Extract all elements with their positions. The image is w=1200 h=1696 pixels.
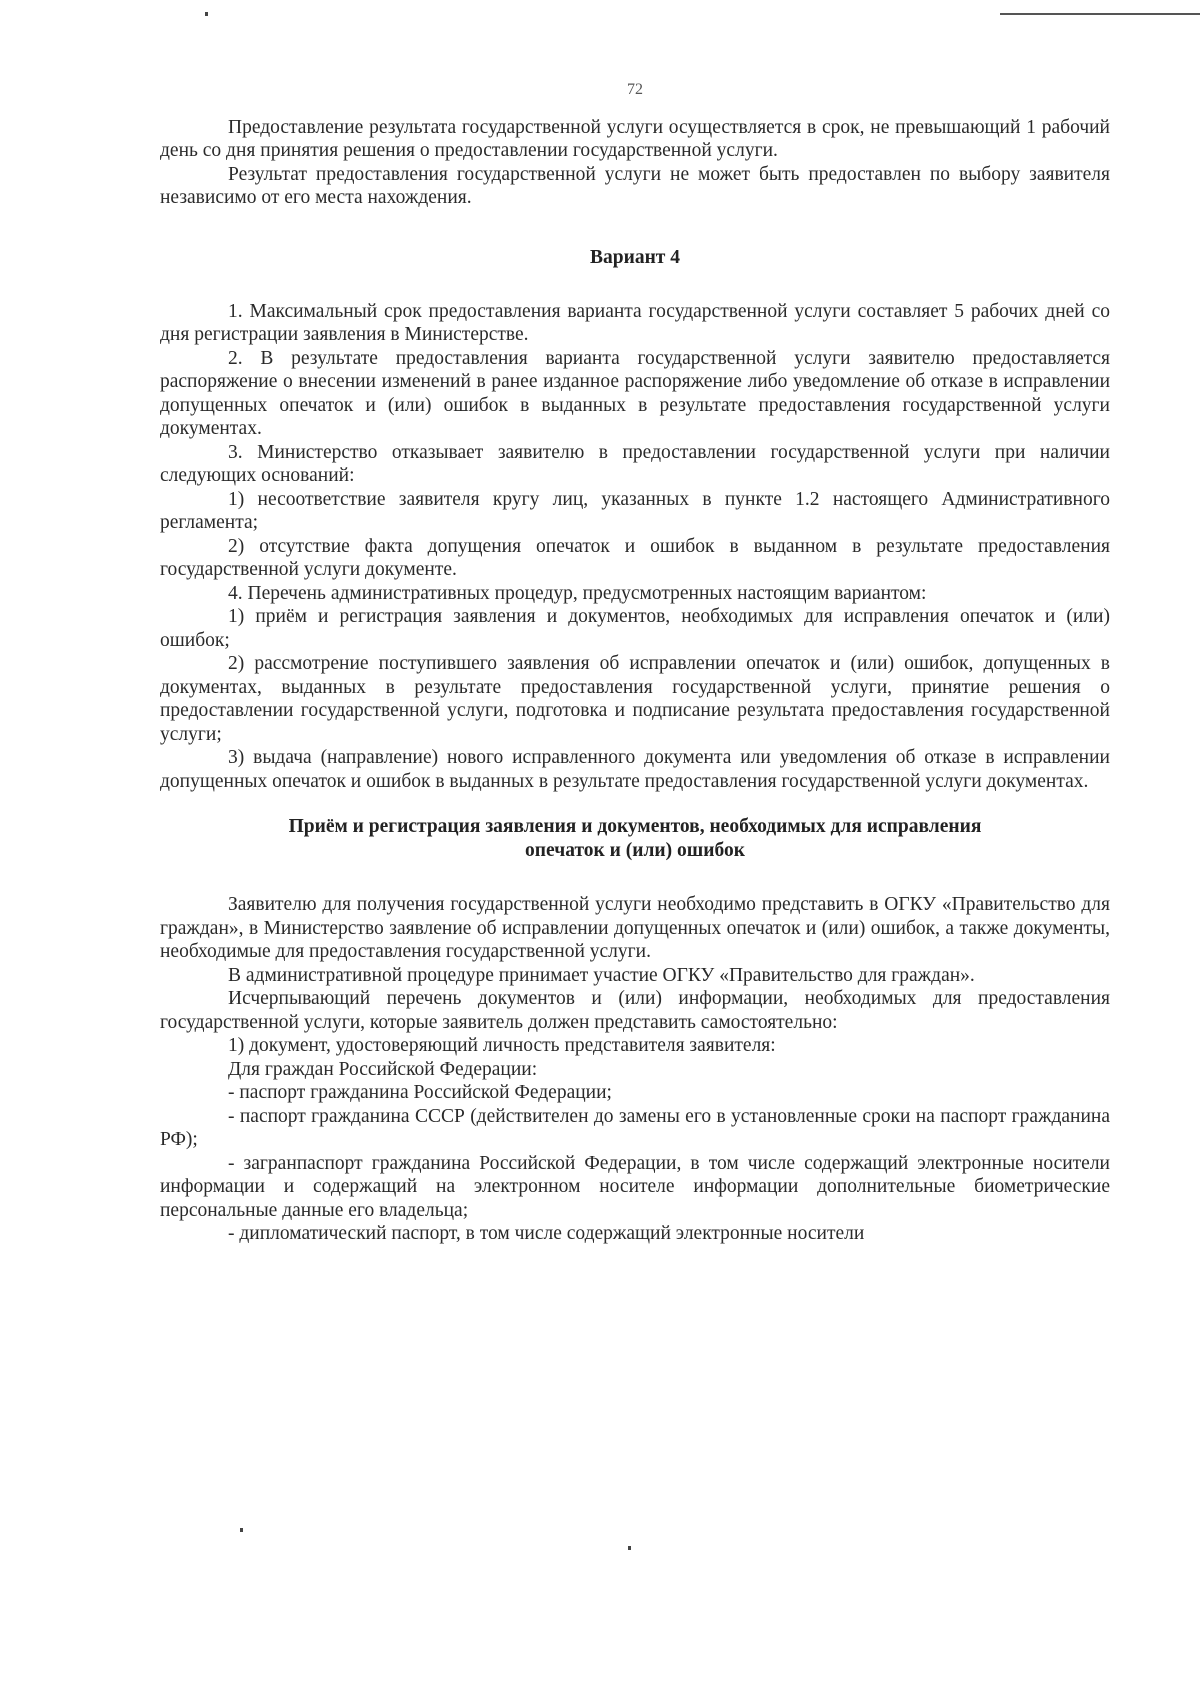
variant-paragraph: 2) отсутствие факта допущения опечаток и ошибок в выданном в результате предоставления государственной услуги документе. bbox=[160, 535, 1110, 580]
variant-paragraph: 4. Перечень административных процедур, предусмотренных настоящим вариантом: bbox=[228, 582, 927, 604]
section-paragraph: В административной процедуре принимает участие ОГКУ «Правительство для граждан». bbox=[228, 964, 975, 986]
section-paragraph: 1) документ, удостоверяющий личность представителя заявителя: bbox=[228, 1035, 776, 1056]
scan-artifact-dot bbox=[628, 1546, 631, 1550]
section-paragraph: Для граждан Российской Федерации: bbox=[228, 1058, 538, 1080]
section-heading-line: Приём и регистрация заявления и документов, необходимых для исправления bbox=[288, 816, 982, 837]
section-paragraph: - загранпаспорт гражданина Российской Федерации, в том числе содержащий электронные носители информации и содержащий на электронном носителе информации дополнительные биометрические персональные данные его владельца; bbox=[160, 1152, 1110, 1221]
intro-paragraph: Результат предоставления государственной услуги не может быть предоставлен по выбору заявителя независимо от его места нахождения. bbox=[160, 163, 1110, 208]
variant-paragraph: 1) приём и регистрация заявления и документов, необходимых для исправления опечаток и (или) ошибок; bbox=[160, 606, 1110, 651]
variant-paragraph: 3. Министерство отказывает заявителю в предоставлении государственной услуги при наличии следующих оснований: bbox=[160, 441, 1110, 486]
section-paragraph: Заявителю для получения государственной услуги необходимо представить в ОГКУ «Правительство для граждан», в Министерство заявление об исправлении допущенных опечаток и (или) ошибок, а также документы, необходимые для предоставления государственной услуги. bbox=[160, 894, 1110, 962]
scan-artifact-line bbox=[1000, 13, 1200, 15]
variant-paragraph: 3) выдача (направление) нового исправленного документа или уведомления об отказе в исправлении допущенных опечаток и ошибок в выданных в результате предоставления государственной услуги документах. bbox=[160, 747, 1110, 792]
intro-paragraph: Предоставление результата государственной услуги осуществляется в срок, не превышающий 1 рабочий день со дня принятия решения о предоставлении государственной услуги. bbox=[160, 116, 1110, 161]
scan-artifact-dot bbox=[205, 12, 208, 16]
document-page bbox=[160, 78, 1110, 1246]
variant-paragraph: 1) несоответствие заявителя кругу лиц, указанных в пункте 1.2 настоящего Административного регламента; bbox=[160, 488, 1110, 533]
variant-heading: Вариант 4 bbox=[589, 246, 681, 268]
section-heading-line: опечаток и (или) ошибок bbox=[525, 840, 745, 861]
section-paragraph: - паспорт гражданина СССР (действителен до замены его в установленные сроки на паспорт гражданина РФ); bbox=[160, 1105, 1110, 1150]
variant-paragraph: 1. Максимальный срок предоставления варианта государственной услуги составляет 5 рабочих дней со дня регистрации заявления в Министерстве. bbox=[160, 300, 1110, 345]
section-paragraph: - паспорт гражданина Российской Федерации; bbox=[228, 1082, 612, 1103]
page-number: 72 bbox=[627, 81, 643, 98]
section-paragraph: Исчерпывающий перечень документов и (или) информации, необходимых для предоставления государственной услуги, которые заявитель должен представить самостоятельно: bbox=[160, 988, 1110, 1033]
variant-paragraph: 2) рассмотрение поступившего заявления об исправлении опечаток и (или) ошибок, допущенных в документах, выданных в результате предоставления государственной услуги, принятие решения о предоставлении государственной услуги, подготовка и подписание результата предоставления государственной услуги; bbox=[160, 653, 1110, 745]
section-heading bbox=[190, 815, 1080, 863]
scan-artifact-dot bbox=[240, 1528, 243, 1532]
section-paragraph: - дипломатический паспорт, в том числе содержащий электронные носители bbox=[228, 1223, 865, 1244]
variant-paragraph: 2. В результате предоставления варианта государственной услуги заявителю предоставляется распоряжение о внесении изменений в ранее изданное распоряжение либо уведомление об отказе в исправлении допущенных опечаток и (или) ошибок в выданных в результате предоставления государственной услуги документах. bbox=[160, 347, 1110, 439]
